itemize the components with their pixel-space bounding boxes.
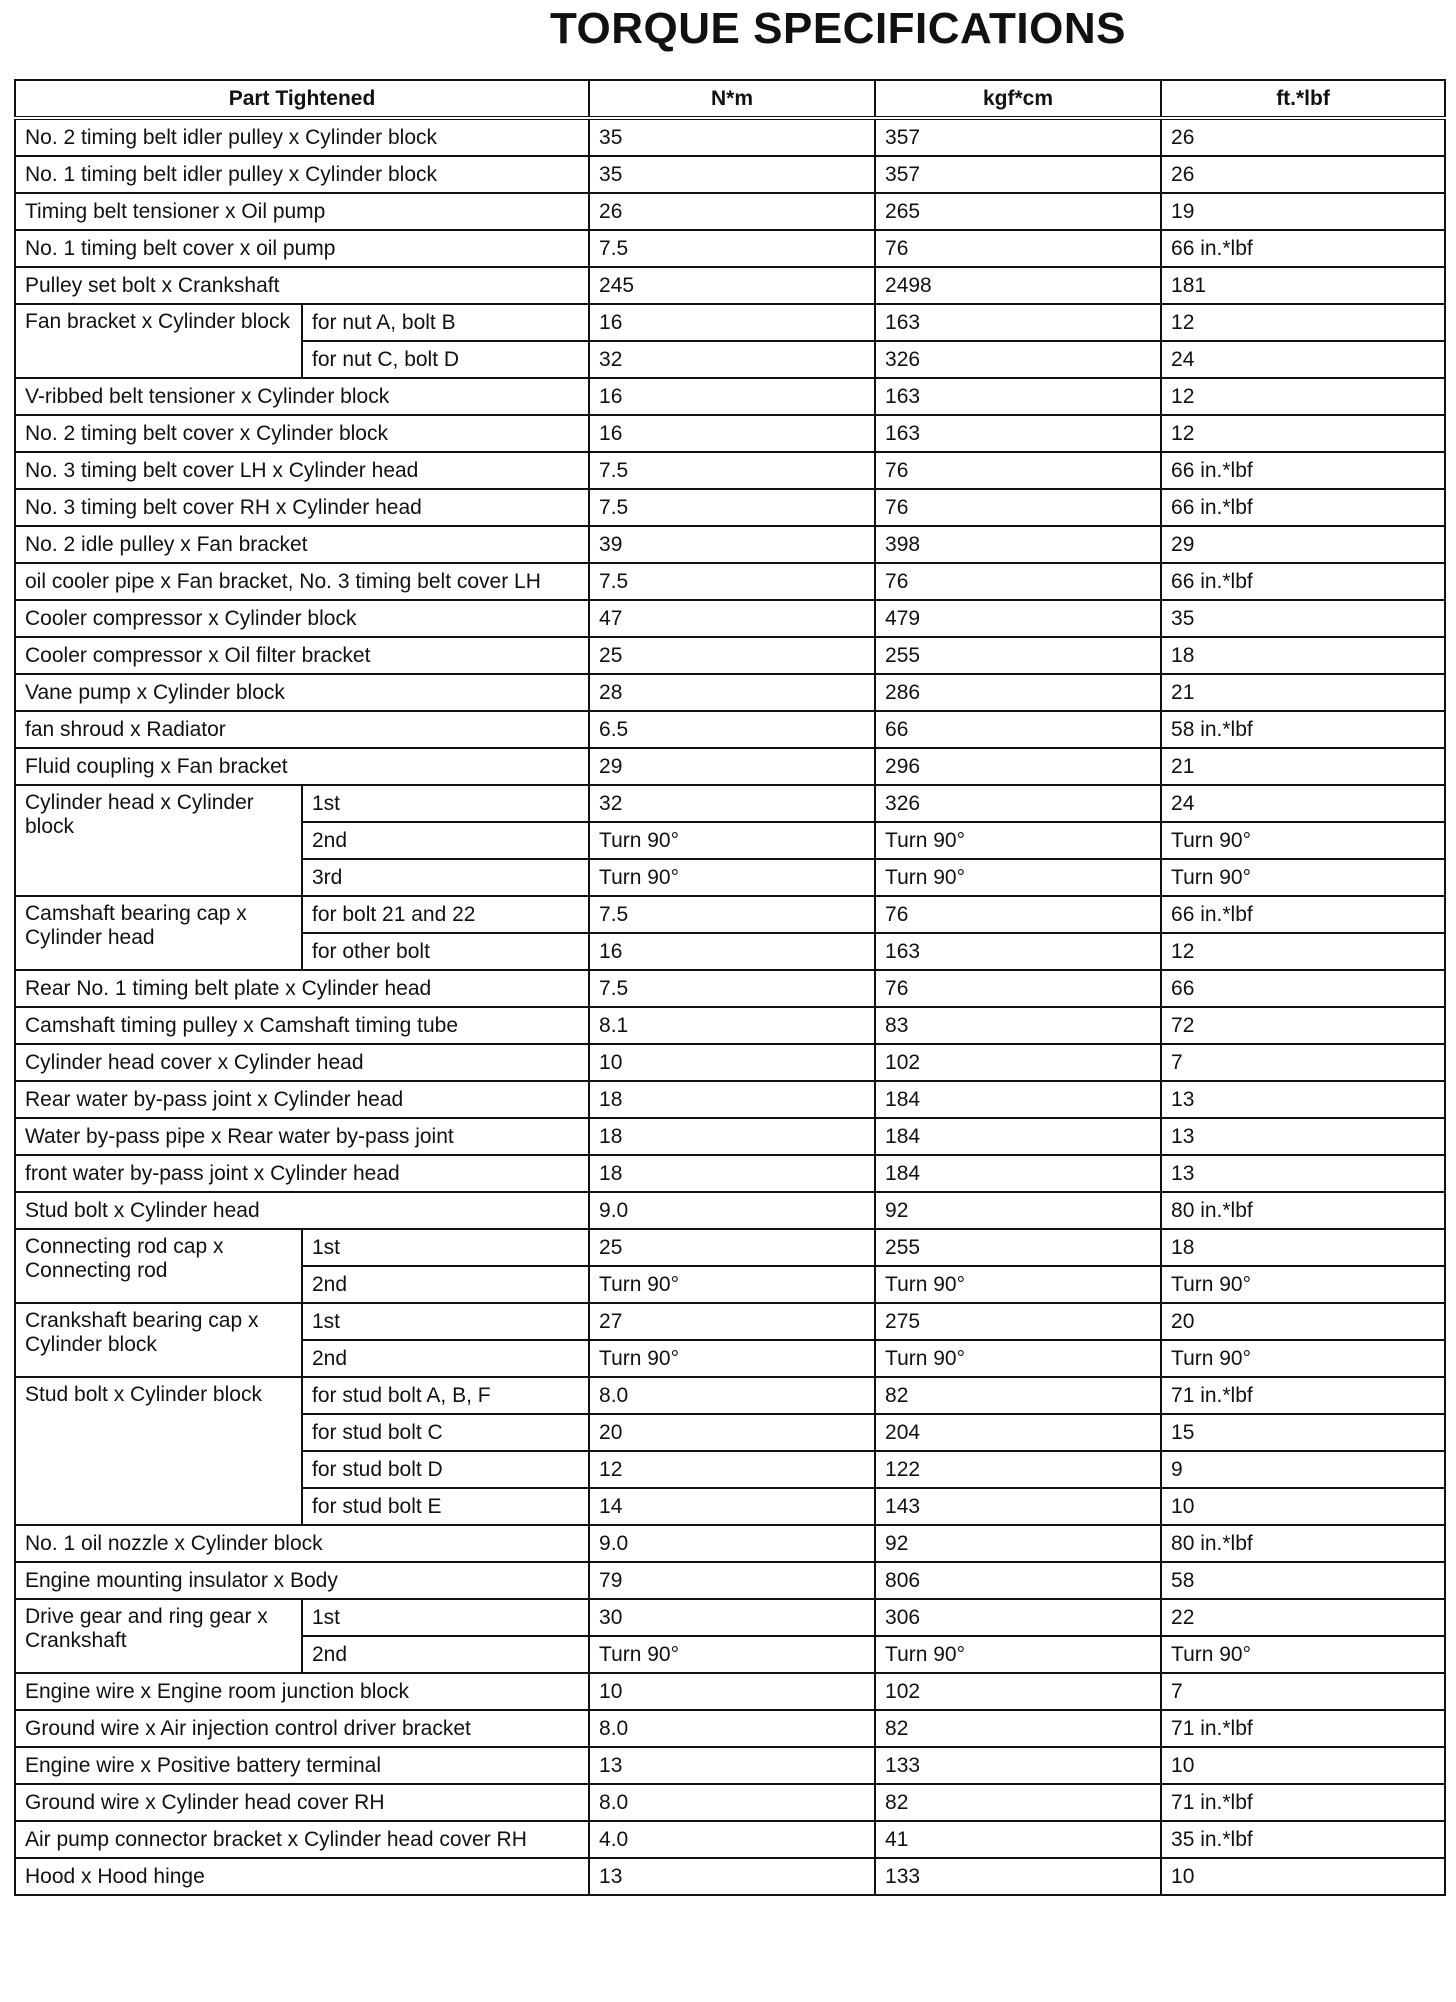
nm-value-cell: 8.0 (589, 1710, 875, 1747)
condition-cell: for nut A, bolt B (302, 304, 589, 341)
condition-cell: for bolt 21 and 22 (302, 896, 589, 933)
kgfcm-value-cell: 102 (875, 1044, 1161, 1081)
kgfcm-value-cell: 306 (875, 1599, 1161, 1636)
nm-value-cell: 25 (589, 637, 875, 674)
kgfcm-value-cell: 133 (875, 1747, 1161, 1784)
part-cell: Ground wire x Air injection control driver bracket (15, 1710, 589, 1747)
ftlbf-value-cell: 66 in.*lbf (1161, 230, 1445, 267)
nm-value-cell: 27 (589, 1303, 875, 1340)
kgfcm-value-cell: 76 (875, 896, 1161, 933)
kgfcm-value-cell: 82 (875, 1377, 1161, 1414)
nm-value-cell: 12 (589, 1451, 875, 1488)
kgfcm-value-cell: 92 (875, 1525, 1161, 1562)
kgfcm-value-cell: Turn 90° (875, 1266, 1161, 1303)
ftlbf-value-cell: 12 (1161, 415, 1445, 452)
ftlbf-value-cell: 181 (1161, 267, 1445, 304)
table-row (15, 1599, 1445, 1636)
nm-value-cell: Turn 90° (589, 1340, 875, 1377)
kgfcm-value-cell: 184 (875, 1155, 1161, 1192)
ftlbf-value-cell: Turn 90° (1161, 1636, 1445, 1673)
kgfcm-value-cell: 163 (875, 415, 1161, 452)
condition-cell: 2nd (302, 1636, 589, 1673)
part-cell: No. 1 oil nozzle x Cylinder block (15, 1525, 589, 1562)
nm-value-cell: 13 (589, 1747, 875, 1784)
part-cell: Camshaft bearing cap x Cylinder head (15, 896, 302, 970)
ftlbf-value-cell: 10 (1161, 1858, 1445, 1895)
ftlbf-value-cell: 22 (1161, 1599, 1445, 1636)
nm-value-cell: 4.0 (589, 1821, 875, 1858)
part-cell: Cooler compressor x Oil filter bracket (15, 637, 589, 674)
part-cell: Water by-pass pipe x Rear water by-pass joint (15, 1118, 589, 1155)
nm-value-cell: 16 (589, 415, 875, 452)
kgfcm-value-cell: 83 (875, 1007, 1161, 1044)
part-cell: No. 2 timing belt idler pulley x Cylinder block (15, 118, 589, 156)
nm-value-cell: 8.0 (589, 1784, 875, 1821)
ftlbf-value-cell: 13 (1161, 1155, 1445, 1192)
kgfcm-value-cell: 76 (875, 563, 1161, 600)
table-row (15, 193, 1445, 230)
nm-value-cell: 7.5 (589, 230, 875, 267)
part-cell: front water by-pass joint x Cylinder head (15, 1155, 589, 1192)
kgfcm-value-cell: Turn 90° (875, 1636, 1161, 1673)
table-row (15, 1118, 1445, 1155)
ftlbf-value-cell: 10 (1161, 1488, 1445, 1525)
column-header-nm: N*m (589, 80, 875, 118)
part-cell: Timing belt tensioner x Oil pump (15, 193, 589, 230)
part-cell: Fluid coupling x Fan bracket (15, 748, 589, 785)
kgfcm-value-cell: 2498 (875, 267, 1161, 304)
nm-value-cell: 32 (589, 341, 875, 378)
ftlbf-value-cell: 13 (1161, 1118, 1445, 1155)
table-row (15, 489, 1445, 526)
condition-cell: 2nd (302, 1340, 589, 1377)
nm-value-cell: 14 (589, 1488, 875, 1525)
kgfcm-value-cell: 82 (875, 1784, 1161, 1821)
kgfcm-value-cell: 326 (875, 341, 1161, 378)
kgfcm-value-cell: 184 (875, 1081, 1161, 1118)
table-row (15, 1747, 1445, 1784)
kgfcm-value-cell: 357 (875, 118, 1161, 156)
ftlbf-value-cell: 80 in.*lbf (1161, 1192, 1445, 1229)
ftlbf-value-cell: 29 (1161, 526, 1445, 563)
condition-cell: 3rd (302, 859, 589, 896)
page-title: TORQUE SPECIFICATIONS (549, 4, 1127, 53)
table-row (15, 1784, 1445, 1821)
part-cell: Vane pump x Cylinder block (15, 674, 589, 711)
column-header-part: Part Tightened (15, 80, 589, 118)
kgfcm-value-cell: 76 (875, 230, 1161, 267)
ftlbf-value-cell: 71 in.*lbf (1161, 1784, 1445, 1821)
table-row (15, 1229, 1445, 1266)
table-row (15, 1007, 1445, 1044)
kgfcm-value-cell: 66 (875, 711, 1161, 748)
part-cell: Connecting rod cap x Connecting rod (15, 1229, 302, 1303)
ftlbf-value-cell: 24 (1161, 341, 1445, 378)
nm-value-cell: 30 (589, 1599, 875, 1636)
table-row (15, 1044, 1445, 1081)
kgfcm-value-cell: 76 (875, 970, 1161, 1007)
nm-value-cell: 47 (589, 600, 875, 637)
nm-value-cell: 10 (589, 1044, 875, 1081)
ftlbf-value-cell: 21 (1161, 748, 1445, 785)
table-row (15, 1192, 1445, 1229)
nm-value-cell: 8.0 (589, 1377, 875, 1414)
part-cell: Camshaft timing pulley x Camshaft timing tube (15, 1007, 589, 1044)
table-row (15, 896, 1445, 933)
table-row (15, 378, 1445, 415)
kgfcm-value-cell: 133 (875, 1858, 1161, 1895)
part-cell: fan shroud x Radiator (15, 711, 589, 748)
table-row (15, 785, 1445, 822)
table-row (15, 1081, 1445, 1118)
part-cell: Stud bolt x Cylinder head (15, 1192, 589, 1229)
nm-value-cell: 28 (589, 674, 875, 711)
table-row (15, 452, 1445, 489)
nm-value-cell: 7.5 (589, 563, 875, 600)
part-cell: No. 1 timing belt idler pulley x Cylinder block (15, 156, 589, 193)
part-cell: No. 3 timing belt cover RH x Cylinder head (15, 489, 589, 526)
table-row (15, 1303, 1445, 1340)
nm-value-cell: 245 (589, 267, 875, 304)
kgfcm-value-cell: 255 (875, 637, 1161, 674)
part-cell: V-ribbed belt tensioner x Cylinder block (15, 378, 589, 415)
table-row (15, 118, 1445, 156)
table-row (15, 156, 1445, 193)
part-cell: Stud bolt x Cylinder block (15, 1377, 302, 1525)
nm-value-cell: Turn 90° (589, 1636, 875, 1673)
kgfcm-value-cell: 275 (875, 1303, 1161, 1340)
nm-value-cell: 20 (589, 1414, 875, 1451)
table-row (15, 526, 1445, 563)
kgfcm-value-cell: 184 (875, 1118, 1161, 1155)
part-cell: No. 2 idle pulley x Fan bracket (15, 526, 589, 563)
ftlbf-value-cell: Turn 90° (1161, 1266, 1445, 1303)
condition-cell: 1st (302, 1303, 589, 1340)
kgfcm-value-cell: 286 (875, 674, 1161, 711)
nm-value-cell: 25 (589, 1229, 875, 1266)
ftlbf-value-cell: 9 (1161, 1451, 1445, 1488)
ftlbf-value-cell: 7 (1161, 1044, 1445, 1081)
part-cell: Drive gear and ring gear x Crankshaft (15, 1599, 302, 1673)
condition-cell: for other bolt (302, 933, 589, 970)
ftlbf-value-cell: 20 (1161, 1303, 1445, 1340)
nm-value-cell: Turn 90° (589, 1266, 875, 1303)
kgfcm-value-cell: 122 (875, 1451, 1161, 1488)
ftlbf-value-cell: 58 in.*lbf (1161, 711, 1445, 748)
kgfcm-value-cell: 102 (875, 1673, 1161, 1710)
ftlbf-value-cell: 12 (1161, 378, 1445, 415)
nm-value-cell: 16 (589, 304, 875, 341)
table-row (15, 230, 1445, 267)
condition-cell: 1st (302, 1229, 589, 1266)
ftlbf-value-cell: 24 (1161, 785, 1445, 822)
ftlbf-value-cell: 66 in.*lbf (1161, 896, 1445, 933)
condition-cell: for stud bolt D (302, 1451, 589, 1488)
ftlbf-value-cell: 10 (1161, 1747, 1445, 1784)
table-row (15, 267, 1445, 304)
part-cell: oil cooler pipe x Fan bracket, No. 3 timing belt cover LH (15, 563, 589, 600)
part-cell: Engine wire x Positive battery terminal (15, 1747, 589, 1784)
ftlbf-value-cell: 66 in.*lbf (1161, 489, 1445, 526)
nm-value-cell: 35 (589, 118, 875, 156)
table-row (15, 674, 1445, 711)
table-row (15, 1710, 1445, 1747)
ftlbf-value-cell: 26 (1161, 156, 1445, 193)
ftlbf-value-cell: 12 (1161, 933, 1445, 970)
part-cell: Cylinder head x Cylinder block (15, 785, 302, 896)
kgfcm-value-cell: 806 (875, 1562, 1161, 1599)
kgfcm-value-cell: 398 (875, 526, 1161, 563)
column-header-kgfcm: kgf*cm (875, 80, 1161, 118)
table-row (15, 1673, 1445, 1710)
part-cell: Engine mounting insulator x Body (15, 1562, 589, 1599)
ftlbf-value-cell: 7 (1161, 1673, 1445, 1710)
table-header-row (15, 80, 1445, 118)
kgfcm-value-cell: 163 (875, 933, 1161, 970)
kgfcm-value-cell: 479 (875, 600, 1161, 637)
kgfcm-value-cell: Turn 90° (875, 1340, 1161, 1377)
ftlbf-value-cell: Turn 90° (1161, 1340, 1445, 1377)
table-row (15, 1821, 1445, 1858)
kgfcm-value-cell: 255 (875, 1229, 1161, 1266)
ftlbf-value-cell: 66 (1161, 970, 1445, 1007)
table-row (15, 1562, 1445, 1599)
nm-value-cell: 10 (589, 1673, 875, 1710)
ftlbf-value-cell: 35 (1161, 600, 1445, 637)
part-cell: Rear No. 1 timing belt plate x Cylinder head (15, 970, 589, 1007)
kgfcm-value-cell: 296 (875, 748, 1161, 785)
table-row (15, 748, 1445, 785)
nm-value-cell: 7.5 (589, 452, 875, 489)
table-row (15, 304, 1445, 341)
nm-value-cell: 6.5 (589, 711, 875, 748)
nm-value-cell: 13 (589, 1858, 875, 1895)
table-row (15, 415, 1445, 452)
condition-cell: 1st (302, 785, 589, 822)
nm-value-cell: 16 (589, 933, 875, 970)
ftlbf-value-cell: 13 (1161, 1081, 1445, 1118)
part-cell: No. 2 timing belt cover x Cylinder block (15, 415, 589, 452)
ftlbf-value-cell: 71 in.*lbf (1161, 1710, 1445, 1747)
kgfcm-value-cell: 163 (875, 304, 1161, 341)
ftlbf-value-cell: Turn 90° (1161, 859, 1445, 896)
nm-value-cell: 7.5 (589, 896, 875, 933)
ftlbf-value-cell: 80 in.*lbf (1161, 1525, 1445, 1562)
ftlbf-value-cell: 19 (1161, 193, 1445, 230)
kgfcm-value-cell: 82 (875, 1710, 1161, 1747)
condition-cell: for nut C, bolt D (302, 341, 589, 378)
ftlbf-value-cell: 18 (1161, 637, 1445, 674)
part-cell: Ground wire x Cylinder head cover RH (15, 1784, 589, 1821)
ftlbf-value-cell: 66 in.*lbf (1161, 452, 1445, 489)
nm-value-cell: 18 (589, 1081, 875, 1118)
table-row (15, 637, 1445, 674)
part-cell: Cylinder head cover x Cylinder head (15, 1044, 589, 1081)
kgfcm-value-cell: 92 (875, 1192, 1161, 1229)
ftlbf-value-cell: Turn 90° (1161, 822, 1445, 859)
condition-cell: 2nd (302, 1266, 589, 1303)
table-row (15, 1858, 1445, 1895)
kgfcm-value-cell: 76 (875, 452, 1161, 489)
kgfcm-value-cell: 204 (875, 1414, 1161, 1451)
ftlbf-value-cell: 26 (1161, 118, 1445, 156)
condition-cell: for stud bolt A, B, F (302, 1377, 589, 1414)
part-cell: Hood x Hood hinge (15, 1858, 589, 1895)
table-row (15, 1377, 1445, 1414)
ftlbf-value-cell: 12 (1161, 304, 1445, 341)
ftlbf-value-cell: 71 in.*lbf (1161, 1377, 1445, 1414)
table-row (15, 711, 1445, 748)
kgfcm-value-cell: 357 (875, 156, 1161, 193)
part-cell: Crankshaft bearing cap x Cylinder block (15, 1303, 302, 1377)
kgfcm-value-cell: Turn 90° (875, 822, 1161, 859)
kgfcm-value-cell: 143 (875, 1488, 1161, 1525)
kgfcm-value-cell: Turn 90° (875, 859, 1161, 896)
part-cell: Rear water by-pass joint x Cylinder head (15, 1081, 589, 1118)
table-row (15, 970, 1445, 1007)
ftlbf-value-cell: 72 (1161, 1007, 1445, 1044)
kgfcm-value-cell: 326 (875, 785, 1161, 822)
nm-value-cell: 8.1 (589, 1007, 875, 1044)
nm-value-cell: 7.5 (589, 970, 875, 1007)
nm-value-cell: Turn 90° (589, 822, 875, 859)
part-cell: No. 3 timing belt cover LH x Cylinder head (15, 452, 589, 489)
part-cell: Pulley set bolt x Crankshaft (15, 267, 589, 304)
ftlbf-value-cell: 58 (1161, 1562, 1445, 1599)
nm-value-cell: 79 (589, 1562, 875, 1599)
column-header-ftlbf: ft.*lbf (1161, 80, 1445, 118)
condition-cell: 1st (302, 1599, 589, 1636)
table-row (15, 563, 1445, 600)
nm-value-cell: 26 (589, 193, 875, 230)
nm-value-cell: 18 (589, 1118, 875, 1155)
condition-cell: for stud bolt E (302, 1488, 589, 1525)
torque-specifications-table (14, 79, 1446, 1896)
ftlbf-value-cell: 15 (1161, 1414, 1445, 1451)
ftlbf-value-cell: 18 (1161, 1229, 1445, 1266)
part-cell: Air pump connector bracket x Cylinder head cover RH (15, 1821, 589, 1858)
table-row (15, 1525, 1445, 1562)
nm-value-cell: 32 (589, 785, 875, 822)
part-cell: Cooler compressor x Cylinder block (15, 600, 589, 637)
kgfcm-value-cell: 265 (875, 193, 1161, 230)
nm-value-cell: 9.0 (589, 1525, 875, 1562)
ftlbf-value-cell: 66 in.*lbf (1161, 563, 1445, 600)
kgfcm-value-cell: 41 (875, 1821, 1161, 1858)
ftlbf-value-cell: 35 in.*lbf (1161, 1821, 1445, 1858)
nm-value-cell: 35 (589, 156, 875, 193)
nm-value-cell: 29 (589, 748, 875, 785)
condition-cell: 2nd (302, 822, 589, 859)
part-cell: Engine wire x Engine room junction block (15, 1673, 589, 1710)
kgfcm-value-cell: 76 (875, 489, 1161, 526)
nm-value-cell: 39 (589, 526, 875, 563)
condition-cell: for stud bolt C (302, 1414, 589, 1451)
part-cell: Fan bracket x Cylinder block (15, 304, 302, 378)
nm-value-cell: 9.0 (589, 1192, 875, 1229)
table-row (15, 1155, 1445, 1192)
ftlbf-value-cell: 21 (1161, 674, 1445, 711)
nm-value-cell: Turn 90° (589, 859, 875, 896)
nm-value-cell: 18 (589, 1155, 875, 1192)
nm-value-cell: 16 (589, 378, 875, 415)
part-cell: No. 1 timing belt cover x oil pump (15, 230, 589, 267)
kgfcm-value-cell: 163 (875, 378, 1161, 415)
nm-value-cell: 7.5 (589, 489, 875, 526)
table-body (15, 118, 1445, 1895)
table-row (15, 600, 1445, 637)
